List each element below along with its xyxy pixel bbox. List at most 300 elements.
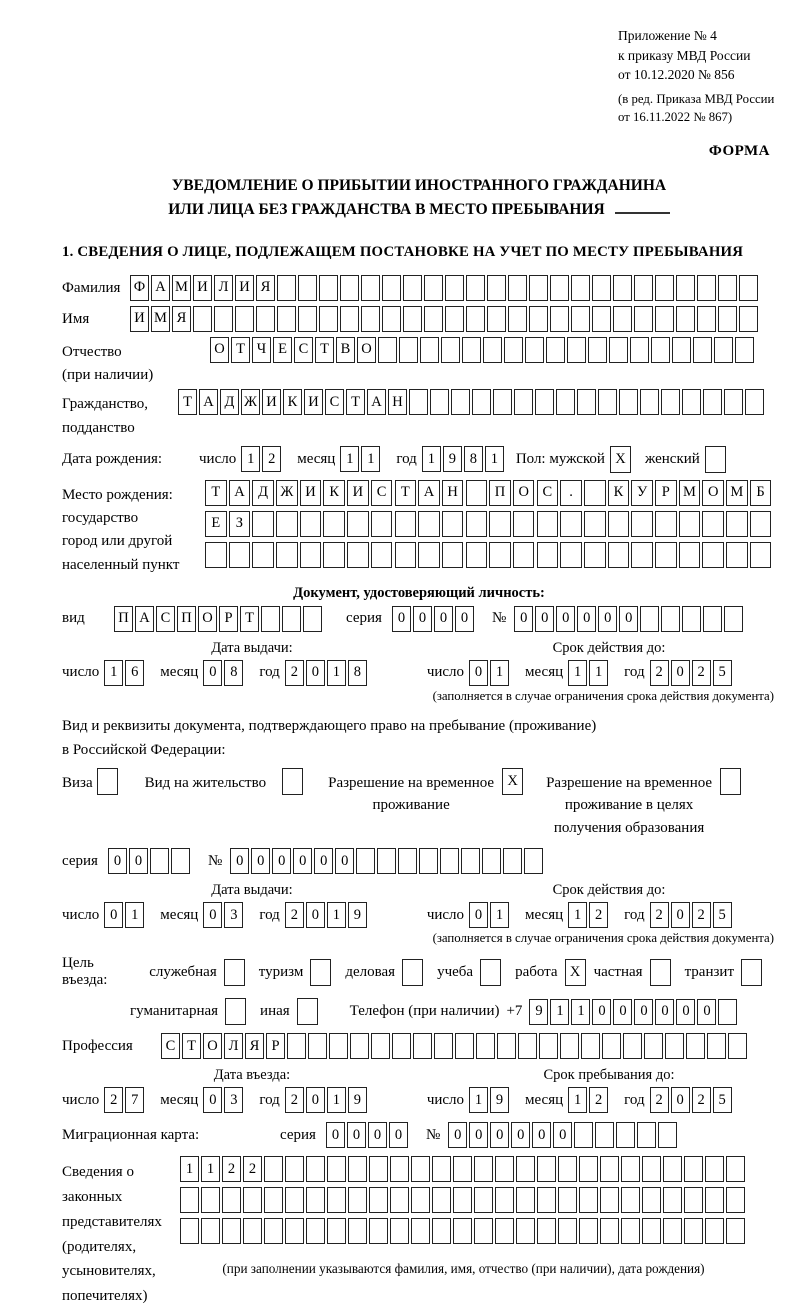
form-cell[interactable]: [556, 389, 575, 415]
form-cell[interactable]: [466, 480, 488, 506]
form-cell[interactable]: [529, 275, 548, 301]
form-cell[interactable]: [537, 1218, 556, 1244]
form-cell[interactable]: [419, 848, 438, 874]
form-cell[interactable]: 0: [326, 1122, 345, 1148]
form-cell[interactable]: 0: [613, 999, 632, 1025]
form-cell[interactable]: К: [323, 480, 345, 506]
form-cell[interactable]: [489, 511, 511, 537]
form-cell[interactable]: [409, 389, 428, 415]
form-cell[interactable]: [735, 337, 754, 363]
form-cell[interactable]: [631, 511, 653, 537]
form-cell[interactable]: [97, 768, 118, 795]
form-cell[interactable]: 0: [306, 660, 325, 686]
form-cell[interactable]: [461, 848, 480, 874]
form-cell[interactable]: [451, 389, 470, 415]
form-cell[interactable]: [663, 1218, 682, 1244]
form-cell[interactable]: М: [679, 480, 701, 506]
form-cell[interactable]: [631, 542, 653, 568]
form-cell[interactable]: [579, 1156, 598, 1182]
form-cell[interactable]: 2: [285, 660, 304, 686]
form-cell[interactable]: [718, 306, 737, 332]
form-cell[interactable]: [298, 275, 317, 301]
form-cell[interactable]: [193, 306, 212, 332]
form-cell[interactable]: [319, 306, 338, 332]
form-cell[interactable]: [297, 998, 318, 1025]
form-cell[interactable]: [600, 1156, 619, 1182]
form-cell[interactable]: [726, 1218, 745, 1244]
form-cell[interactable]: [679, 542, 701, 568]
form-cell[interactable]: [327, 1156, 346, 1182]
form-cell[interactable]: [550, 306, 569, 332]
form-cell[interactable]: [361, 275, 380, 301]
form-cell[interactable]: [621, 1218, 640, 1244]
form-cell[interactable]: [558, 1218, 577, 1244]
form-cell[interactable]: И: [347, 480, 369, 506]
form-cell[interactable]: [745, 389, 764, 415]
option-residence-permit-checkbox[interactable]: [282, 768, 305, 795]
form-cell[interactable]: [720, 768, 741, 795]
form-cell[interactable]: [495, 1156, 514, 1182]
form-cell[interactable]: X: [610, 446, 631, 473]
form-cell[interactable]: А: [418, 480, 440, 506]
form-cell[interactable]: [442, 511, 464, 537]
form-cell[interactable]: [243, 1218, 262, 1244]
form-cell[interactable]: [430, 389, 449, 415]
form-cell[interactable]: М: [151, 306, 170, 332]
form-cell[interactable]: [340, 275, 359, 301]
form-cell[interactable]: [340, 306, 359, 332]
form-cell[interactable]: [588, 337, 607, 363]
form-cell[interactable]: [650, 959, 671, 986]
form-cell[interactable]: 0: [655, 999, 674, 1025]
purpose-tourism-checkbox[interactable]: [310, 959, 333, 986]
form-cell[interactable]: [705, 1156, 724, 1182]
form-cell[interactable]: [329, 1033, 348, 1059]
form-cell[interactable]: 0: [469, 902, 488, 928]
form-cell[interactable]: [298, 306, 317, 332]
form-cell[interactable]: [504, 337, 523, 363]
form-cell[interactable]: [602, 1033, 621, 1059]
form-cell[interactable]: [462, 337, 481, 363]
form-cell[interactable]: [350, 1033, 369, 1059]
form-cell[interactable]: [537, 542, 559, 568]
form-cell[interactable]: 8: [224, 660, 243, 686]
form-cell[interactable]: 2: [650, 660, 669, 686]
form-cell[interactable]: [600, 1218, 619, 1244]
form-cell[interactable]: И: [130, 306, 149, 332]
form-cell[interactable]: 0: [413, 606, 432, 632]
form-cell[interactable]: 0: [392, 606, 411, 632]
form-cell[interactable]: [571, 275, 590, 301]
form-cell[interactable]: [495, 1218, 514, 1244]
form-cell[interactable]: 3: [224, 1087, 243, 1113]
form-cell[interactable]: [684, 1218, 703, 1244]
form-cell[interactable]: [658, 1122, 677, 1148]
form-cell[interactable]: 5: [713, 902, 732, 928]
form-cell[interactable]: 7: [125, 1087, 144, 1113]
form-cell[interactable]: 9: [490, 1087, 509, 1113]
form-cell[interactable]: [714, 337, 733, 363]
form-cell[interactable]: [392, 1033, 411, 1059]
form-cell[interactable]: [609, 337, 628, 363]
form-cell[interactable]: 0: [619, 606, 638, 632]
form-cell[interactable]: Д: [220, 389, 239, 415]
form-cell[interactable]: [513, 542, 535, 568]
form-cell[interactable]: [398, 848, 417, 874]
form-cell[interactable]: [550, 275, 569, 301]
form-cell[interactable]: [684, 1156, 703, 1182]
form-cell[interactable]: [356, 848, 375, 874]
form-cell[interactable]: [577, 389, 596, 415]
form-cell[interactable]: [300, 511, 322, 537]
form-cell[interactable]: [453, 1218, 472, 1244]
form-cell[interactable]: [424, 275, 443, 301]
form-cell[interactable]: Б: [750, 480, 772, 506]
form-cell[interactable]: [661, 606, 680, 632]
form-cell[interactable]: [539, 1033, 558, 1059]
form-cell[interactable]: [282, 768, 303, 795]
form-cell[interactable]: [319, 275, 338, 301]
form-cell[interactable]: 0: [108, 848, 127, 874]
form-cell[interactable]: [150, 848, 169, 874]
form-cell[interactable]: [571, 306, 590, 332]
form-cell[interactable]: 1: [422, 446, 441, 472]
form-cell[interactable]: [513, 511, 535, 537]
form-cell[interactable]: [282, 606, 301, 632]
form-cell[interactable]: [434, 1033, 453, 1059]
form-cell[interactable]: [584, 480, 606, 506]
form-cell[interactable]: 0: [511, 1122, 530, 1148]
form-cell[interactable]: [640, 389, 659, 415]
form-cell[interactable]: М: [726, 480, 748, 506]
form-cell[interactable]: О: [210, 337, 229, 363]
form-cell[interactable]: [303, 606, 322, 632]
form-cell[interactable]: [432, 1187, 451, 1213]
form-cell[interactable]: [676, 306, 695, 332]
form-cell[interactable]: [348, 1156, 367, 1182]
form-cell[interactable]: [256, 306, 275, 332]
form-cell[interactable]: [180, 1187, 199, 1213]
form-cell[interactable]: 0: [434, 606, 453, 632]
form-cell[interactable]: Т: [315, 337, 334, 363]
form-cell[interactable]: 1: [340, 446, 359, 472]
form-cell[interactable]: Т: [182, 1033, 201, 1059]
form-cell[interactable]: [466, 511, 488, 537]
form-cell[interactable]: [679, 511, 701, 537]
form-cell[interactable]: [201, 1187, 220, 1213]
form-cell[interactable]: [466, 275, 485, 301]
form-cell[interactable]: [508, 275, 527, 301]
form-cell[interactable]: [327, 1218, 346, 1244]
form-cell[interactable]: [390, 1218, 409, 1244]
form-cell[interactable]: 9: [529, 999, 548, 1025]
form-cell[interactable]: 0: [203, 1087, 222, 1113]
form-cell[interactable]: [445, 275, 464, 301]
form-cell[interactable]: С: [156, 606, 175, 632]
form-cell[interactable]: Ж: [276, 480, 298, 506]
form-cell[interactable]: [630, 337, 649, 363]
form-cell[interactable]: П: [489, 480, 511, 506]
form-cell[interactable]: [418, 542, 440, 568]
form-cell[interactable]: [476, 1033, 495, 1059]
form-cell[interactable]: [655, 542, 677, 568]
form-cell[interactable]: [308, 1033, 327, 1059]
purpose-work-checkbox[interactable]: [565, 959, 588, 986]
form-cell[interactable]: [411, 1187, 430, 1213]
form-cell[interactable]: [705, 1187, 724, 1213]
form-cell[interactable]: [702, 511, 724, 537]
form-cell[interactable]: А: [151, 275, 170, 301]
form-cell[interactable]: С: [371, 480, 393, 506]
form-cell[interactable]: 0: [469, 660, 488, 686]
form-cell[interactable]: [621, 1187, 640, 1213]
form-cell[interactable]: О: [203, 1033, 222, 1059]
form-cell[interactable]: Д: [252, 480, 274, 506]
form-cell[interactable]: [264, 1187, 283, 1213]
form-cell[interactable]: [455, 1033, 474, 1059]
form-cell[interactable]: [225, 998, 246, 1025]
form-cell[interactable]: 2: [285, 1087, 304, 1113]
form-cell[interactable]: [525, 337, 544, 363]
form-cell[interactable]: [655, 306, 674, 332]
form-cell[interactable]: [634, 275, 653, 301]
form-cell[interactable]: [466, 306, 485, 332]
form-cell[interactable]: Я: [172, 306, 191, 332]
form-cell[interactable]: 0: [203, 902, 222, 928]
form-cell[interactable]: [411, 1156, 430, 1182]
form-cell[interactable]: М: [172, 275, 191, 301]
form-cell[interactable]: [537, 1156, 556, 1182]
form-cell[interactable]: [480, 959, 501, 986]
form-cell[interactable]: А: [229, 480, 251, 506]
form-cell[interactable]: 2: [650, 1087, 669, 1113]
form-cell[interactable]: [403, 306, 422, 332]
form-cell[interactable]: П: [114, 606, 133, 632]
form-cell[interactable]: [634, 306, 653, 332]
form-cell[interactable]: И: [262, 389, 281, 415]
form-cell[interactable]: [707, 1033, 726, 1059]
form-cell[interactable]: З: [229, 511, 251, 537]
form-cell[interactable]: [739, 275, 758, 301]
form-cell[interactable]: [703, 389, 722, 415]
form-cell[interactable]: [382, 306, 401, 332]
form-cell[interactable]: [252, 511, 274, 537]
form-cell[interactable]: [595, 1122, 614, 1148]
option-temp-residence-education-checkbox[interactable]: [720, 768, 743, 795]
form-cell[interactable]: 1: [485, 446, 504, 472]
form-cell[interactable]: [529, 306, 548, 332]
form-cell[interactable]: [424, 306, 443, 332]
form-cell[interactable]: [598, 389, 617, 415]
form-cell[interactable]: [487, 275, 506, 301]
form-cell[interactable]: 9: [443, 446, 462, 472]
form-cell[interactable]: [516, 1187, 535, 1213]
form-cell[interactable]: Ж: [241, 389, 260, 415]
form-cell[interactable]: [285, 1218, 304, 1244]
form-cell[interactable]: [482, 848, 501, 874]
form-cell[interactable]: [402, 959, 423, 986]
form-cell[interactable]: 0: [455, 606, 474, 632]
form-cell[interactable]: [508, 306, 527, 332]
form-cell[interactable]: 0: [469, 1122, 488, 1148]
form-cell[interactable]: [516, 1156, 535, 1182]
form-cell[interactable]: 5: [713, 1087, 732, 1113]
form-cell[interactable]: 0: [448, 1122, 467, 1148]
form-cell[interactable]: [445, 306, 464, 332]
form-cell[interactable]: И: [193, 275, 212, 301]
form-cell[interactable]: Р: [219, 606, 238, 632]
form-cell[interactable]: [411, 1218, 430, 1244]
form-cell[interactable]: [623, 1033, 642, 1059]
form-cell[interactable]: [252, 542, 274, 568]
form-cell[interactable]: [644, 1033, 663, 1059]
form-cell[interactable]: [621, 1156, 640, 1182]
form-cell[interactable]: [472, 389, 491, 415]
form-cell[interactable]: [726, 1187, 745, 1213]
form-cell[interactable]: [229, 542, 251, 568]
form-cell[interactable]: [503, 848, 522, 874]
form-cell[interactable]: [535, 389, 554, 415]
form-cell[interactable]: [277, 306, 296, 332]
form-cell[interactable]: 0: [556, 606, 575, 632]
form-cell[interactable]: [432, 1156, 451, 1182]
form-cell[interactable]: 0: [634, 999, 653, 1025]
form-cell[interactable]: [264, 1218, 283, 1244]
form-cell[interactable]: 0: [203, 660, 222, 686]
form-cell[interactable]: Т: [395, 480, 417, 506]
form-cell[interactable]: 1: [550, 999, 569, 1025]
form-cell[interactable]: [420, 337, 439, 363]
form-cell[interactable]: О: [357, 337, 376, 363]
form-cell[interactable]: [655, 275, 674, 301]
purpose-business-checkbox[interactable]: [402, 959, 425, 986]
form-cell[interactable]: С: [325, 389, 344, 415]
form-cell[interactable]: И: [304, 389, 323, 415]
form-cell[interactable]: [574, 1122, 593, 1148]
form-cell[interactable]: [655, 511, 677, 537]
form-cell[interactable]: 0: [592, 999, 611, 1025]
form-cell[interactable]: [378, 337, 397, 363]
form-cell[interactable]: К: [283, 389, 302, 415]
form-cell[interactable]: У: [631, 480, 653, 506]
form-cell[interactable]: [441, 337, 460, 363]
form-cell[interactable]: 0: [671, 1087, 690, 1113]
form-cell[interactable]: [697, 275, 716, 301]
form-cell[interactable]: Я: [245, 1033, 264, 1059]
form-cell[interactable]: 3: [224, 902, 243, 928]
form-cell[interactable]: [665, 1033, 684, 1059]
form-cell[interactable]: Е: [273, 337, 292, 363]
form-cell[interactable]: 0: [514, 606, 533, 632]
form-cell[interactable]: [180, 1218, 199, 1244]
form-cell[interactable]: [642, 1156, 661, 1182]
form-cell[interactable]: [395, 511, 417, 537]
form-cell[interactable]: А: [199, 389, 218, 415]
form-cell[interactable]: [640, 606, 659, 632]
form-cell[interactable]: Я: [256, 275, 275, 301]
form-cell[interactable]: [726, 1156, 745, 1182]
form-cell[interactable]: 5: [713, 660, 732, 686]
form-cell[interactable]: И: [300, 480, 322, 506]
form-cell[interactable]: 2: [262, 446, 281, 472]
form-cell[interactable]: [418, 511, 440, 537]
form-cell[interactable]: [724, 389, 743, 415]
form-cell[interactable]: [616, 1122, 635, 1148]
purpose-other-checkbox[interactable]: [297, 998, 320, 1025]
form-cell[interactable]: [724, 606, 743, 632]
form-cell[interactable]: [347, 511, 369, 537]
form-cell[interactable]: [403, 275, 422, 301]
form-cell[interactable]: 2: [589, 902, 608, 928]
form-cell[interactable]: [348, 1218, 367, 1244]
form-cell[interactable]: 1: [125, 902, 144, 928]
form-cell[interactable]: [390, 1187, 409, 1213]
form-cell[interactable]: 0: [598, 606, 617, 632]
form-cell[interactable]: [608, 542, 630, 568]
form-cell[interactable]: [560, 511, 582, 537]
form-cell[interactable]: [243, 1187, 262, 1213]
form-cell[interactable]: [663, 1187, 682, 1213]
form-cell[interactable]: 0: [490, 1122, 509, 1148]
form-cell[interactable]: [600, 1187, 619, 1213]
form-cell[interactable]: [390, 1156, 409, 1182]
form-cell[interactable]: С: [294, 337, 313, 363]
form-cell[interactable]: [264, 1156, 283, 1182]
form-cell[interactable]: [382, 275, 401, 301]
form-cell[interactable]: Е: [205, 511, 227, 537]
form-cell[interactable]: [581, 1033, 600, 1059]
form-cell[interactable]: 1: [469, 1087, 488, 1113]
form-cell[interactable]: 0: [671, 660, 690, 686]
form-cell[interactable]: 1: [589, 660, 608, 686]
form-cell[interactable]: [676, 275, 695, 301]
form-cell[interactable]: [682, 389, 701, 415]
form-cell[interactable]: О: [198, 606, 217, 632]
form-cell[interactable]: [235, 306, 254, 332]
form-cell[interactable]: 0: [532, 1122, 551, 1148]
form-cell[interactable]: 0: [230, 848, 249, 874]
form-cell[interactable]: [285, 1156, 304, 1182]
form-cell[interactable]: [726, 511, 748, 537]
form-cell[interactable]: [474, 1218, 493, 1244]
form-cell[interactable]: [442, 542, 464, 568]
option-temp-residence-checkbox[interactable]: [502, 768, 525, 795]
form-cell[interactable]: [537, 511, 559, 537]
form-cell[interactable]: [567, 337, 586, 363]
form-cell[interactable]: 0: [251, 848, 270, 874]
form-cell[interactable]: [395, 542, 417, 568]
form-cell[interactable]: [537, 1187, 556, 1213]
form-cell[interactable]: А: [367, 389, 386, 415]
form-cell[interactable]: 0: [306, 902, 325, 928]
form-cell[interactable]: 1: [180, 1156, 199, 1182]
form-cell[interactable]: [682, 606, 701, 632]
form-cell[interactable]: С: [537, 480, 559, 506]
form-cell[interactable]: [516, 1218, 535, 1244]
form-cell[interactable]: [310, 959, 331, 986]
form-cell[interactable]: 2: [692, 660, 711, 686]
form-cell[interactable]: [693, 337, 712, 363]
form-cell[interactable]: [495, 1187, 514, 1213]
form-cell[interactable]: Т: [346, 389, 365, 415]
form-cell[interactable]: 0: [306, 1087, 325, 1113]
form-cell[interactable]: [306, 1218, 325, 1244]
form-cell[interactable]: А: [135, 606, 154, 632]
form-cell[interactable]: [399, 337, 418, 363]
form-cell[interactable]: [750, 542, 772, 568]
form-cell[interactable]: 1: [490, 902, 509, 928]
form-cell[interactable]: 0: [104, 902, 123, 928]
